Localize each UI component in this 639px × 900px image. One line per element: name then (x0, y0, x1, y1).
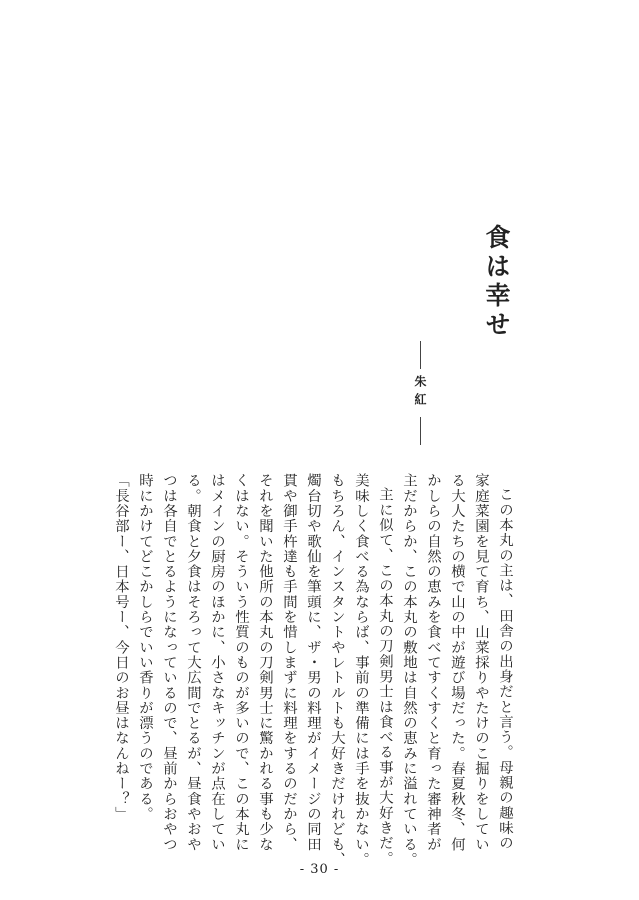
body-line: 時にかけてどこかしらでいい香りが漂うのである。 (137, 473, 153, 822)
body-line: 家庭菜園を見て育ち、山菜採りやたけのこ掘りをしてい (473, 473, 489, 852)
story-title: 食は幸せ (482, 224, 511, 340)
page-number: - 30 - (299, 862, 340, 877)
body-line: 主だからか、この本丸の敷地は自然の恵みに溢れている。 (401, 473, 417, 867)
author-name: 朱紅 (413, 374, 427, 411)
author-rule-bottom (420, 417, 421, 445)
body-line: もちろん、インスタントやレトルトも大好きだけれども、 (329, 473, 345, 867)
body-line: 美味しく食べる為ならば、事前の準備には手を抜かない。 (353, 473, 369, 867)
body-line: はメインの厨房のほかに、小さなキッチンが点在してい (209, 473, 225, 852)
author-byline (412, 340, 428, 445)
body-line: それを聞いた他所の本丸の刀剣男士に驚かれる事も少な (257, 473, 273, 852)
body-line: る大人たちの横で山の中が遊び場だった。春夏秋冬、何 (449, 473, 465, 852)
story-body (113, 473, 517, 867)
body-line: 貫や御手杵達も手間を惜しまずに料理をするのだから、 (281, 473, 297, 852)
body-line: る。朝食と夕食はそろって大広間でとるが、昼食やおや (185, 473, 201, 852)
author-rule-top (420, 341, 421, 369)
body-line: 燭台切や歌仙を筆頭に、ザ・男の料理がイメージの同田 (305, 473, 321, 852)
body-line: かしらの自然の恵みを食べてすくすくと育った審神者が (425, 473, 441, 852)
body-line: この本丸の主は、田舎の出身だと言う。母親の趣味の (497, 487, 513, 851)
body-line: くはない。そういう性質のものが多いので、この本丸に (233, 473, 249, 852)
body-line: 主に似て、この本丸の刀剣男士は食べる事が大好きだ。 (377, 487, 393, 867)
dialogue-line: 「長谷部ー、日本号ー、今日のお昼はなんねー？」 (113, 473, 129, 822)
body-line: つは各自でとるようになっているので、昼前からおやつ (161, 473, 177, 852)
